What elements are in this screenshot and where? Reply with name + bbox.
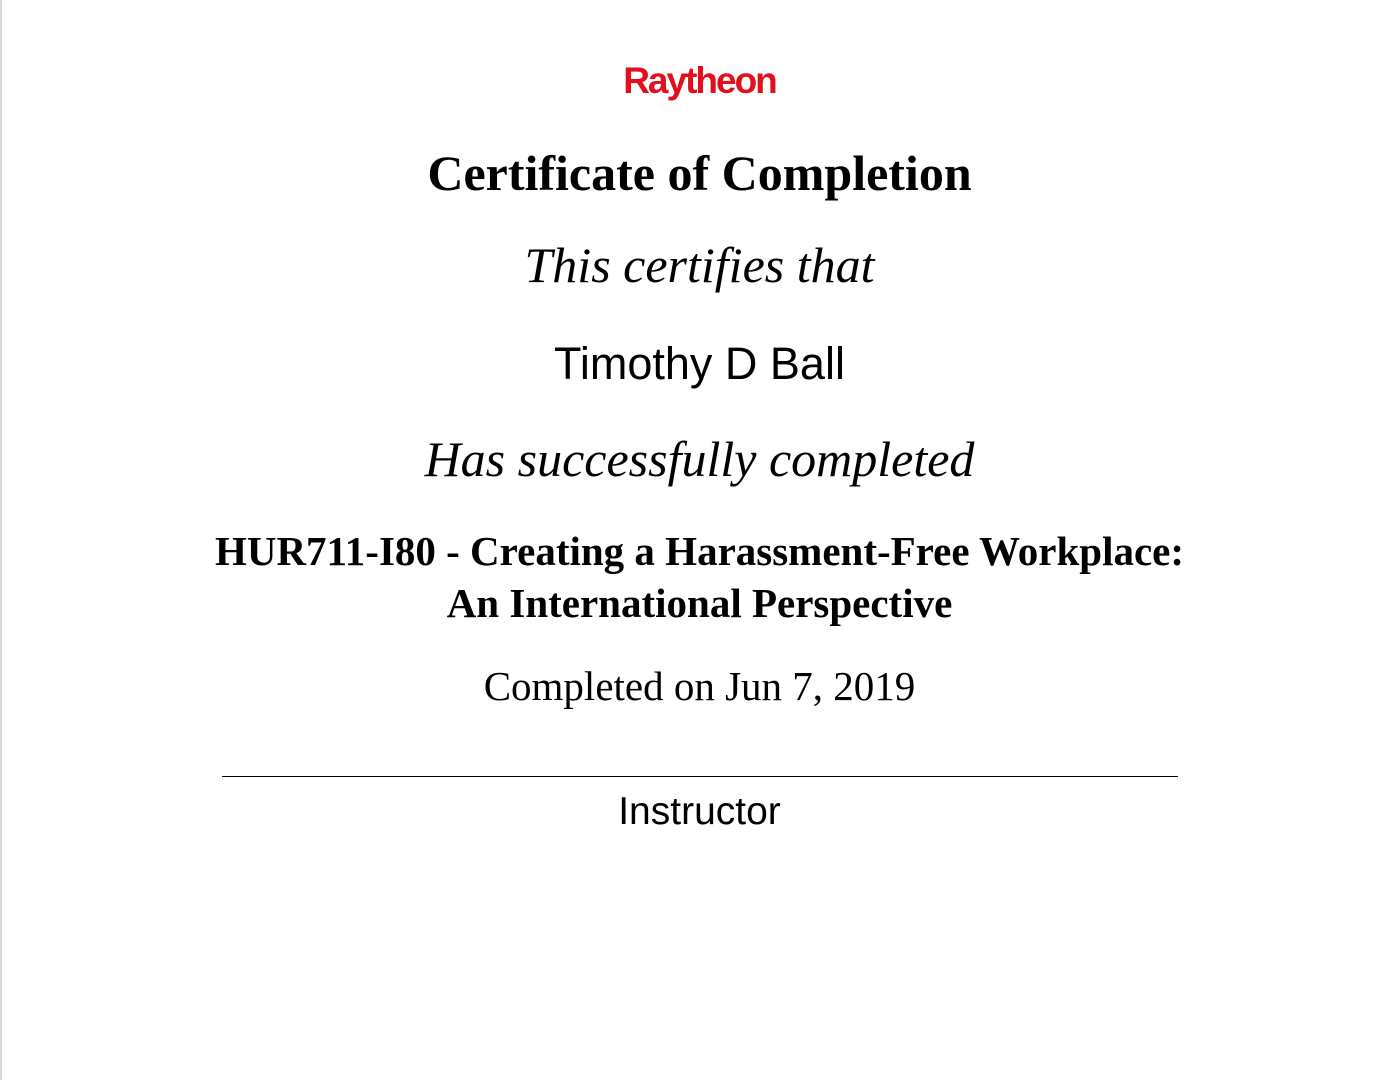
recipient-name: Timothy D Ball: [554, 338, 845, 389]
course-title-line-1: HUR711-I80 - Creating a Harassment-Free Workplace:: [214, 528, 1185, 574]
certifies-text: This certifies that: [524, 237, 875, 293]
certificate-title: Certificate of Completion: [427, 145, 972, 201]
raytheon-logo: Raytheon: [623, 60, 776, 101]
signature-line: [222, 776, 1178, 777]
course-title-line-2: An International Perspective: [446, 580, 953, 626]
course-title: [0, 525, 1399, 629]
completed-text: Has successfully completed: [424, 431, 975, 487]
completion-date: Completed on Jun 7, 2019: [483, 663, 916, 709]
signature-label: Instructor: [618, 790, 781, 833]
